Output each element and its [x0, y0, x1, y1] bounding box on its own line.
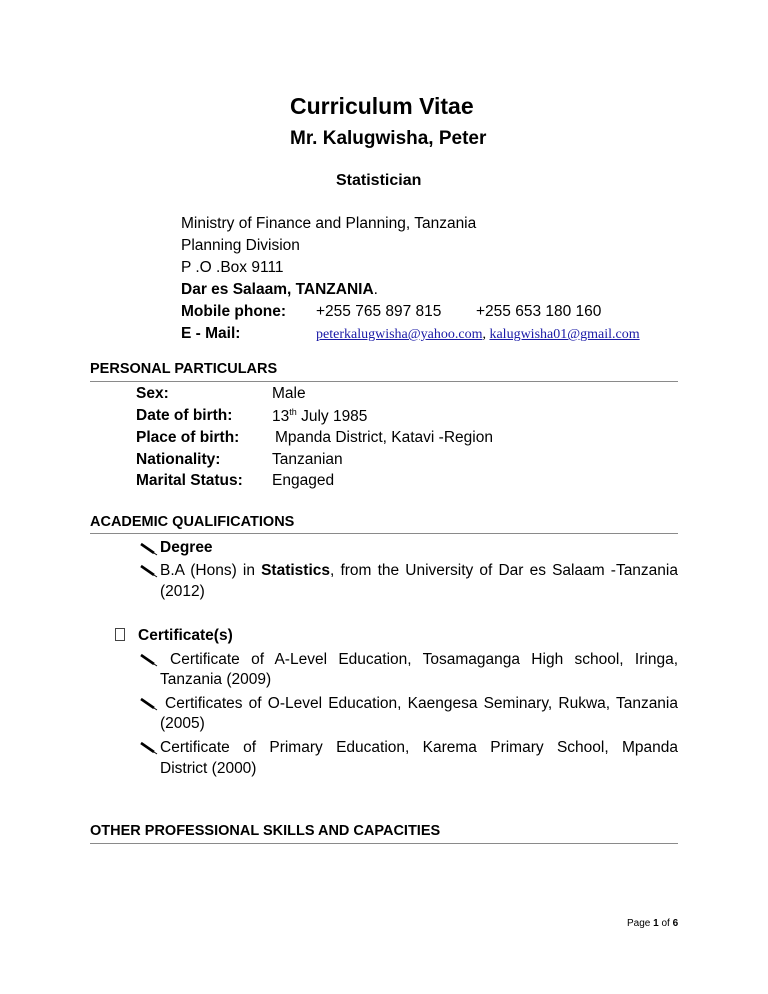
footer-page-number: 1 [653, 918, 659, 929]
pen-bullet-icon [140, 697, 158, 711]
footer-page-word: Page [627, 918, 651, 929]
value-place-of-birth: Mpanda District, Katavi -Region [275, 429, 493, 446]
label-place-of-birth: Place of birth: [136, 429, 240, 446]
degree-subject: Statistics [261, 562, 331, 579]
dob-day: 13 [272, 408, 290, 426]
cv-title: Curriculum Vitae [290, 93, 474, 119]
job-title: Statistician [336, 172, 422, 189]
degree-pre: B.A (Hons) in [160, 562, 262, 579]
address-line-pobox: P .O .Box 9111 [181, 259, 284, 276]
section-rule [90, 381, 678, 382]
address-line-ministry: Ministry of Finance and Planning, Tanzania [181, 215, 477, 232]
degree-line [160, 560, 678, 582]
section-rule [90, 533, 678, 534]
value-nationality: Tanzanian [272, 451, 343, 468]
certificate-a-level-line2: Tanzania (2009) [160, 671, 272, 688]
email-link-yahoo[interactable]: peterkalugwisha@yahoo.com [316, 327, 483, 342]
label-nationality: Nationality: [136, 451, 221, 468]
mobile-number-2: +255 653 180 160 [476, 303, 602, 320]
label-sex: Sex: [136, 385, 169, 402]
degree-post: , from the University of Dar es Salaam -Tanzania [330, 562, 678, 579]
label-dob: Date of birth: [136, 407, 233, 424]
section-heading-personal: PERSONAL PARTICULARS [90, 361, 278, 377]
certificates-label: Certificate(s) [138, 627, 233, 644]
person-name: Mr. Kalugwisha, Peter [290, 128, 487, 149]
email-label: E - Mail: [181, 325, 241, 342]
city-suffix: . [373, 281, 378, 298]
dob-suffix: th [289, 407, 297, 417]
email-link-gmail[interactable]: kalugwisha01@gmail.com [489, 327, 640, 342]
section-heading-academic: ACADEMIC QUALIFICATIONS [90, 514, 295, 530]
footer-page-total: 6 [672, 918, 679, 929]
email-values [316, 327, 640, 343]
value-dob [272, 407, 367, 426]
degree-year: (2012) [160, 583, 205, 600]
certificate-primary-line1: Certificate of Primary Education, Karema Primary School, Mpanda [160, 739, 678, 756]
footer-of-word: of [661, 918, 670, 929]
dob-rest: July 1985 [296, 408, 368, 426]
mobile-label: Mobile phone: [181, 303, 287, 320]
degree-label: Degree [160, 539, 213, 556]
page-footer [627, 918, 678, 929]
value-marital-status: Engaged [272, 472, 335, 489]
address-line-division: Planning Division [181, 237, 300, 254]
address-line-city [181, 281, 378, 299]
pen-bullet-icon [140, 653, 158, 667]
email-separator: , [482, 327, 486, 342]
certificate-a-level-line1: Certificate of A-Level Education, Tosamaganga High school, Iringa, [170, 651, 678, 668]
certificate-primary-line2: District (2000) [160, 760, 257, 777]
pen-bullet-icon [140, 542, 158, 556]
label-marital-status: Marital Status: [136, 472, 243, 489]
pen-bullet-icon [140, 564, 158, 578]
missing-glyph-bullet-icon [115, 628, 125, 641]
certificate-o-level-line1: Certificates of O-Level Education, Kaengesa Seminary, Rukwa, Tanzania [165, 695, 678, 712]
value-sex: Male [272, 385, 306, 402]
pen-bullet-icon [140, 741, 158, 755]
mobile-number-1: +255 765 897 815 [316, 303, 442, 320]
section-rule [90, 843, 678, 844]
certificate-o-level-line2: (2005) [160, 715, 205, 732]
section-heading-other-skills: OTHER PROFESSIONAL SKILLS AND CAPACITIES [90, 823, 441, 839]
city-text: Dar es Salaam, TANZANIA [181, 281, 374, 298]
